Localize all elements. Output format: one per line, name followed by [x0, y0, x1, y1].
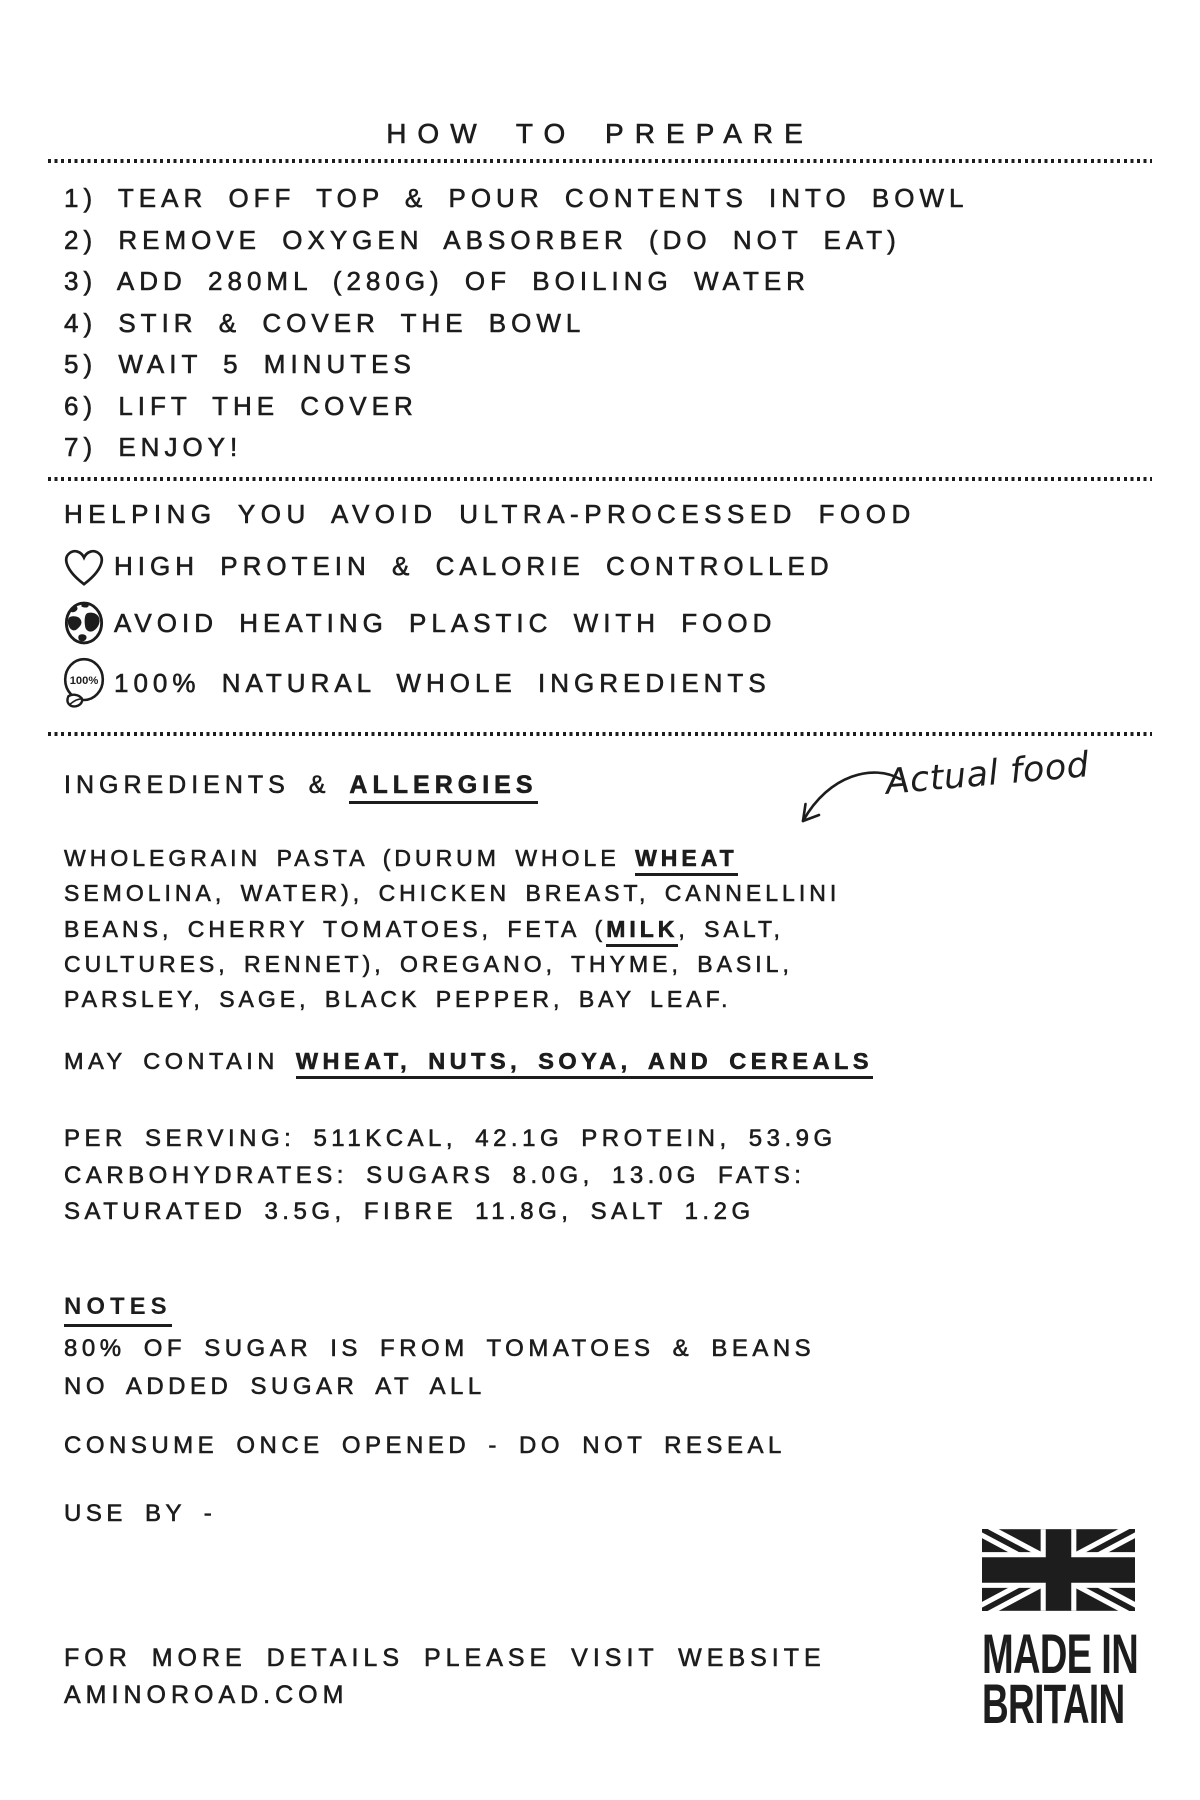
- prepare-step-3: 3) ADD 280ML (280G) OF BOILING WATER: [64, 266, 810, 296]
- nutrition-text: [64, 1121, 837, 1231]
- ingredients-line: SEMOLINA, WATER), CHICKEN BREAST, CANNELLINI: [64, 880, 841, 907]
- benefit-label: HIGH PROTEIN & CALORIE CONTROLLED: [114, 550, 834, 581]
- tagline: HELPING YOU AVOID ULTRA-PROCESSED FOOD: [64, 499, 916, 529]
- dotted-divider: [48, 159, 1152, 163]
- ingredients-heading: [64, 771, 538, 800]
- prepare-steps: [64, 178, 968, 469]
- note-line: NO ADDED SUGAR AT ALL: [64, 1372, 486, 1400]
- benefit-row-protein: [58, 539, 834, 593]
- may-contain-text: MAY CONTAIN: [64, 1048, 296, 1074]
- benefit-label: AVOID HEATING PLASTIC WITH FOOD: [114, 607, 777, 638]
- benefit-label: 100% NATURAL WHOLE INGREDIENTS: [114, 667, 771, 698]
- use-by-label: USE BY -: [64, 1500, 217, 1527]
- website-line: FOR MORE DETAILS PLEASE VISIT WEBSITE: [64, 1644, 826, 1672]
- notes-heading: [64, 1293, 172, 1327]
- ingredients-heading-text: INGREDIENTS &: [64, 771, 350, 799]
- notes-heading-text: NOTES: [64, 1293, 172, 1327]
- ingredients-line: PARSLEY, SAGE, BLACK PEPPER, BAY LEAF.: [64, 986, 732, 1013]
- britain-text: BRITAIN: [982, 1672, 1125, 1735]
- ingredients-text: [64, 841, 840, 1017]
- globe-icon: [58, 598, 110, 648]
- prepare-step-4: 4) STIR & COVER THE BOWL: [64, 307, 586, 338]
- may-contain-allergens: WHEAT, NUTS, SOYA, AND CEREALS: [296, 1048, 873, 1079]
- natural-badge-icon: [58, 657, 110, 709]
- prepare-step-5: 5) WAIT 5 MINUTES: [64, 349, 416, 379]
- benefit-row-natural: [58, 656, 771, 710]
- prepare-step-7: 7) ENJOY!: [64, 432, 243, 462]
- dotted-divider: [48, 477, 1152, 481]
- prepare-step-2: 2) REMOVE OXYGEN ABSORBER (DO NOT EAT): [64, 224, 901, 255]
- nutrition-line: SATURATED 3.5G, FIBRE 11.8G, SALT 1.2G: [64, 1198, 755, 1225]
- page-title: HOW TO PREPARE: [386, 118, 814, 149]
- website-url: AMINOROAD.COM: [64, 1681, 349, 1709]
- note-line: 80% OF SUGAR IS FROM TOMATOES & BEANS: [64, 1335, 816, 1362]
- may-contain-notice: [64, 1048, 873, 1075]
- union-jack-icon: [982, 1529, 1152, 1616]
- made-in-britain-logo: [982, 1529, 1152, 1735]
- allergies-label: ALLERGIES: [349, 771, 537, 804]
- handwritten-annotation: Actual food: [884, 745, 1091, 803]
- notes-lines: [64, 1330, 815, 1405]
- made-in-text: MADE IN: [982, 1622, 1139, 1685]
- prepare-step-6: 6) LIFT THE COVER: [64, 390, 418, 421]
- ingredients-line: WHOLEGRAIN PASTA (DURUM WHOLE WHEAT: [64, 841, 840, 876]
- nutrition-line: PER SERVING: 511KCAL, 42.1G PROTEIN, 53.9G: [64, 1125, 837, 1152]
- ingredients-line: BEANS, CHERRY TOMATOES, FETA (MILK, SALT,: [64, 912, 840, 947]
- ingredients-line: CULTURES, RENNET), OREGANO, THYME, BASIL,: [64, 950, 793, 977]
- heart-icon: [58, 544, 110, 588]
- website-info: [64, 1640, 826, 1714]
- benefit-row-plastic: [58, 596, 776, 650]
- prepare-step-1: 1) TEAR OFF TOP & POUR CONTENTS INTO BOWL: [64, 183, 969, 213]
- consume-notice: CONSUME ONCE OPENED - DO NOT RESEAL: [64, 1432, 786, 1459]
- dotted-divider: [48, 732, 1152, 736]
- nutrition-line: CARBOHYDRATES: SUGARS 8.0G, 13.0G FATS:: [64, 1161, 806, 1189]
- badge-text: 100%: [69, 674, 99, 687]
